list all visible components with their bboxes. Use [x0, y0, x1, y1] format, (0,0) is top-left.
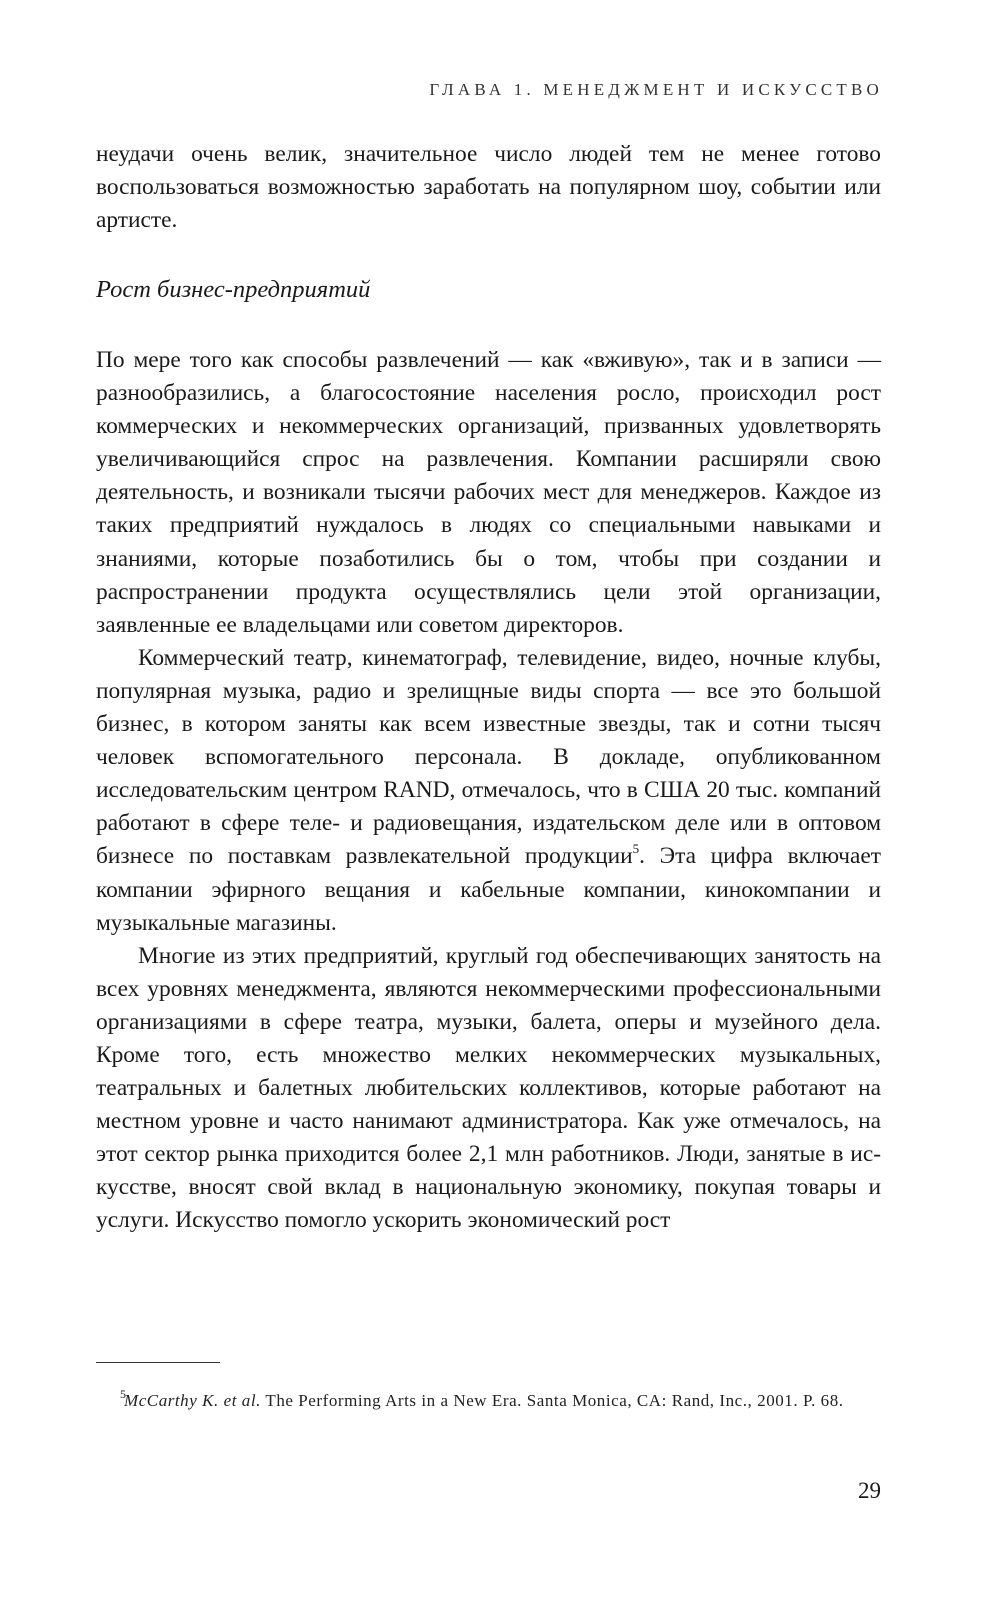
body-paragraph-2-text: Коммерческий театр, кинематограф, телевидение, видео, ночные клубы, популярная музыка, радио и зрелищные виды спорта — все это большой бизнес, в котором заняты как всем известные звезды, так и сотни тысяч человек вспомогательного персонала. В докладе, опубликованном исследовательским центром RAND, отмечалось, что в США 20 тыс. компаний работают в сфере теле- и радиовещания, издательском деле или в оптовом бизнесе по поставкам развлекательной продукции: [96, 644, 881, 870]
footnote: [120, 1386, 881, 1415]
page-number: 29: [858, 1478, 881, 1503]
footnote-author: McCarthy K. et al.: [124, 1391, 261, 1410]
body-paragraph-1: По мере того как способы развлечений — как «вживую», так и в записи — разнообразились, а благосостояние населения росло, происходил рост коммерческих и некоммерческих организаций, призванных удовлетворять увеличивающийся спрос на развлечения. Компании расширяли свою деятельность, и возникали тысячи рабочих мест для менеджеров. Каждое из таких предприятий нуждалось в людях со специальными навыками и знаниями, которые позаботились бы о том, чтобы при создании и распространении продукта осуществлялись цели этой организации, заявленные ее владельцами или советом директоров.: [96, 347, 881, 638]
section-heading: Рост бизнес-предприятий: [96, 276, 371, 303]
intro-paragraph: неудачи очень велик, значительное число людей тем не менее готово воспользоваться возможностью заработать на популярном шоу, событии или артисте.: [96, 141, 881, 234]
footnote-number: 5: [120, 1387, 127, 1401]
body-paragraph-2: [96, 642, 881, 940]
footnote-divider: [96, 1362, 220, 1363]
intro-paragraph-block: [96, 138, 881, 237]
body-paragraph-3: Многие из этих предприятий, круглый год обеспечивающих занятость на всех уровнях менеджмента, являются некоммерческими профессиональными организациями в сфере театра, музыки, балета, оперы и музейного дела. Кроме того, есть множество мелких некоммерческих музыкальных, театральных и балетных любительских коллективов, которые работают на местном уровне и часто нанимают администратора. Как уже отмечалось, на этот сектор рынка приходится более 2,1 млн работников. Люди, занятые в искусстве, вносят свой вклад в национальную экономику, покупая товары и услуги. Искусство помогло ускорить экономический рост: [96, 942, 881, 1234]
section-body: [96, 344, 881, 1238]
footnote-reference[interactable]: 5: [632, 841, 640, 857]
running-header: ГЛАВА 1. МЕНЕДЖМЕНТ И ИСКУССТВО: [429, 80, 883, 99]
body-paragraph-2-continuation: . Эта цифра включает компании эфирного вещания и кабельные компании, кинокомпании и музыкальные магазины.: [96, 843, 881, 936]
footnote-text: The Performing Arts in a New Era. Santa Monica, CA: Rand, Inc., 2001. P. 68.: [260, 1391, 844, 1410]
